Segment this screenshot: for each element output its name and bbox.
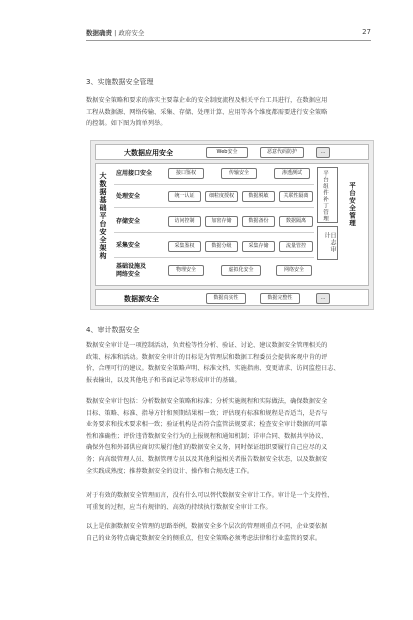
more-item: ... [316, 293, 330, 304]
text-line: 报表输出，以及其他电子和书面记录等形成审计的基础。 [86, 376, 241, 384]
row-label-storage: 存储安全 [116, 218, 141, 225]
row-label-processing: 处理安全 [116, 193, 141, 200]
text-line: 对于有效的数据安全管理而言，没有什么可以替代数据安全审计工作。审计是一个支持性、 [86, 492, 334, 499]
section4-paragraph-2 [86, 396, 372, 477]
app-security-title: 大数据应用安全 [124, 149, 173, 157]
header-section: 数据确责 [86, 29, 112, 37]
pill-collection-auth: 采集鉴权 [168, 241, 201, 252]
text-line: 务；向高级管理人员、数据管理专员以及其他利益相关者报告数据安全状态，以及数据安 [86, 455, 328, 463]
log-audit-label: 日志审计 [323, 232, 336, 253]
patch-management-box [317, 167, 338, 223]
pill-interface-auth: 接口鉴权 [168, 168, 204, 179]
section4-paragraph-3 [86, 490, 372, 513]
row-label-interface: 应用接口安全 [116, 170, 153, 177]
text-line: 业务要求和技术要求相一致；验证机构是否符合监管法规要求；检查安全审计数据的可靠 [86, 421, 328, 429]
log-audit-box [317, 226, 338, 260]
patch-management-label: 平台组件补丁管理 [322, 170, 328, 222]
text-line: 政策、标准和活动。数据安全审计的目标是为管理层和数据工程委员会提供客观中肯的评 [86, 353, 328, 361]
text-line: 的控制。如下图为简单列举。 [86, 120, 167, 128]
text-line: 数据安全策略和要求的落实主要靠企业的安全制度流程及相关平台工具进行，在数据应用 [86, 97, 328, 104]
text-line: 确保外包和外部供应商切实履行他们的数据安全义务，同时保证组织要履行自己应尽的义 [86, 444, 328, 452]
text-line: 以上是依据数据安全管理的思路举例，数据安全多个层次的管理则重点不同，企业要依据 [86, 523, 328, 530]
section4-paragraph-4 [86, 521, 372, 544]
row-label-collection: 采集安全 [116, 242, 141, 249]
malware-protection-item: 恶意代码防护 [260, 147, 304, 158]
section3-paragraph [86, 95, 372, 130]
header-subsection: 政府安全 [118, 29, 145, 37]
section3-heading: 3、实施数据安全管理 [86, 78, 154, 86]
platform-security-block [95, 163, 369, 286]
pill-collection-storage: 采集存储 [242, 241, 275, 252]
page-number: 27 [362, 28, 371, 36]
data-source-title: 数据源安全 [124, 295, 159, 303]
pill-access-control: 访问控制 [168, 216, 201, 227]
row-divider [114, 184, 314, 185]
pill-correlation-isolation: 关联性隔离 [279, 191, 313, 202]
app-security-layer [95, 144, 369, 160]
text-line: 价，合理可行的建议。数据安全策略声明、标准文档、实施指南、变更请求、访问监控日志、 [86, 365, 340, 373]
pill-unified-auth: 统一认证 [168, 191, 201, 202]
pill-encrypted-storage: 加密存储 [205, 216, 238, 227]
pill-physical-security: 物理安全 [168, 265, 204, 276]
data-source-layer [95, 289, 369, 306]
text-line: 数据安全审计包括：分析数据安全策略和标准；分析实施规程和实际做法，确保数据安全 [86, 398, 328, 405]
text-line: 全实践成熟度；推荐数据安全的设计、操作和合规改进工作。 [86, 467, 254, 475]
header-rule [86, 40, 371, 41]
pill-transfer-security: 传输安全 [221, 168, 257, 179]
platform-architecture-label: 大数据基础平台安全架构 [99, 172, 107, 260]
row-divider [114, 257, 314, 258]
pill-data-backup: 数据备份 [242, 216, 275, 227]
section4-paragraph-1 [86, 340, 372, 386]
text-line: 目标、策略、标准、指导方针和预期结果相一致；评估现有标准和规程是否适当，是否与 [86, 409, 328, 417]
platform-management-label: 平台安全管理 [348, 182, 356, 227]
pill-data-masking: 数据脱敏 [242, 191, 275, 202]
pill-network-security: 网络安全 [276, 265, 312, 276]
pill-data-grading: 数据分级 [205, 241, 238, 252]
web-security-item: Web安全 [206, 147, 248, 158]
section4-heading: 4、审计数据安全 [86, 326, 140, 334]
row-label-infrastructure: 基础设施及网络安全 [116, 263, 147, 278]
pill-virtualization-security: 虚拟化安全 [221, 265, 261, 276]
text-line: 数据安全审计是一项控制活动，负责检等性分析、验证、讨论、建议数据安全管理相关的 [86, 342, 328, 349]
text-line: 性和准确性；评价违背数据安全行为的上报规程和通知机制；详审合同、数据共享协议、 [86, 432, 328, 440]
text-line: 自己的业务特点确定数据安全的侧重点，但安全策略必须考虑法律和行业监管的要求。 [86, 534, 322, 542]
security-architecture-diagram [90, 140, 374, 310]
text-line: 可重复的过程，应当有规律的、高效的持续执行数据安全审计工作。 [86, 503, 272, 511]
row-divider [114, 232, 314, 233]
pill-traffic-control: 流量管控 [279, 241, 313, 252]
data-authenticity-item: 数据真实性 [206, 293, 246, 304]
text-line: 工程从数据源、网络传输、采集、存储、处理计算、应用等各个维度都需要进行安全策略 [86, 108, 328, 116]
pill-data-isolation: 数据隔离 [279, 216, 313, 227]
pill-fine-grained-auth: 细粒度授权 [205, 191, 238, 202]
row-divider [114, 207, 314, 208]
pill-pentest: 渗透测试 [274, 168, 310, 179]
more-item: ... [316, 147, 330, 158]
data-integrity-item: 数据完整性 [260, 293, 300, 304]
